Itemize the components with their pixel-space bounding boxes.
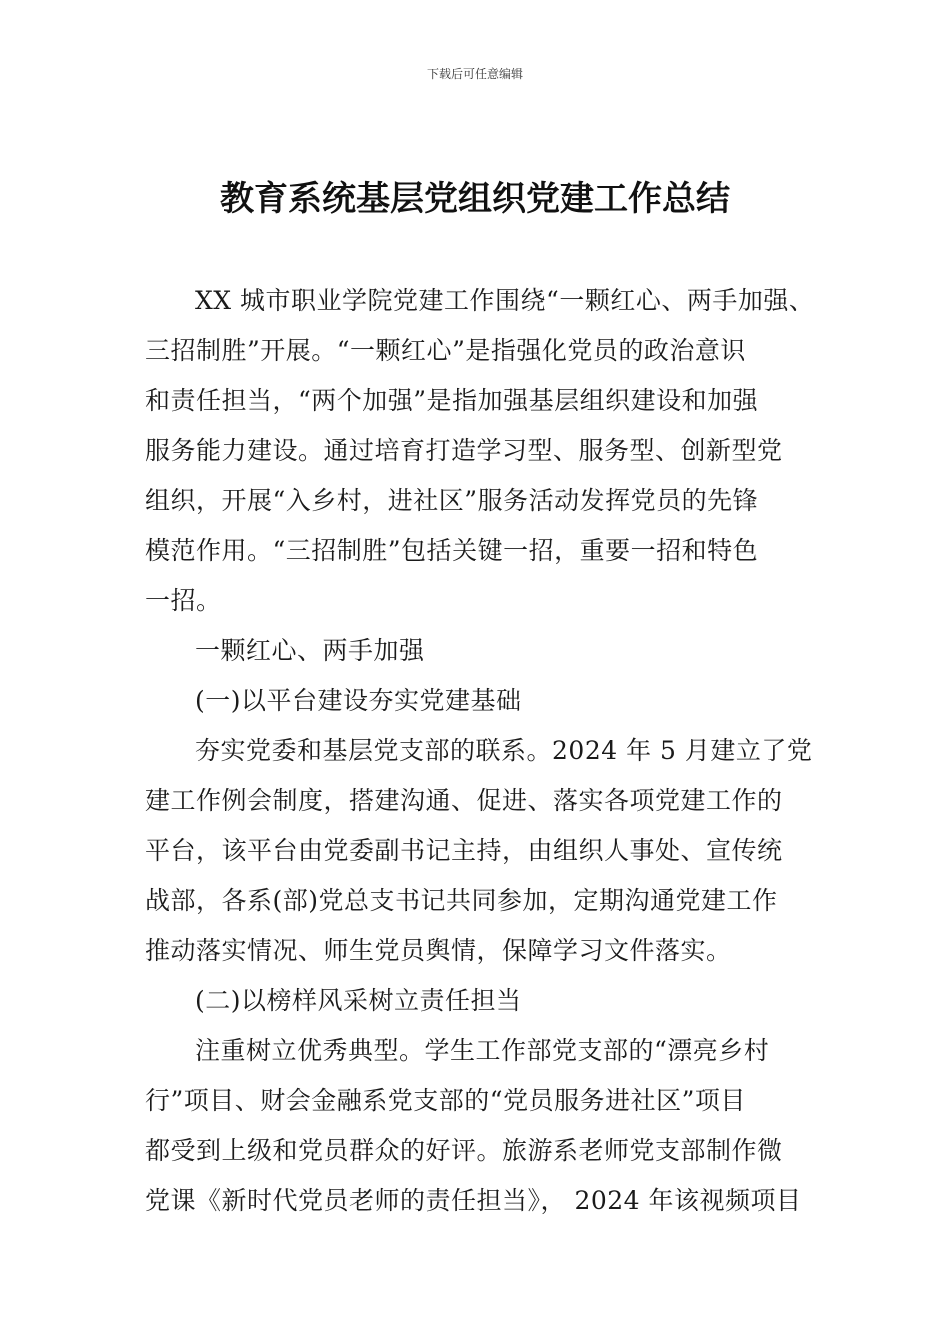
body-text-line: 和责任担当，“两个加强”是指加强基层组织建设和加强 (145, 386, 759, 415)
body-text-line: 行”项目、财会金融系党支部的“党员服务进社区”项目 (145, 1086, 746, 1115)
body-text-line: 夯实党委和基层党支部的联系。2024 年 5 月建立了党 (195, 736, 813, 765)
body-text-line: 战部，各系(部)党总支书记共同参加，定期沟通党建工作 (145, 886, 778, 915)
body-text-line: 建工作例会制度，搭建沟通、促进、落实各项党建工作的 (145, 786, 783, 815)
document-body (145, 276, 835, 1226)
body-text-line: 服务能力建设。通过培育打造学习型、服务型、创新型党 (145, 436, 783, 465)
body-text-line: (一)以平台建设夯实党建基础 (195, 686, 522, 715)
body-text-line: 一颗红心、两手加强 (195, 636, 425, 665)
body-text-line: 平台，该平台由党委副书记主持，由组织人事处、宣传统 (145, 836, 783, 865)
page-header-note: 下载后可任意编辑 (426, 67, 523, 81)
body-text-line: 一招。 (145, 586, 222, 615)
body-text-line: (二)以榜样风采树立责任担当 (195, 986, 522, 1015)
body-text-line: XX 城市职业学院党建工作围绕“一颗红心、两手加强、 (195, 286, 815, 315)
body-text-line: 党课《新时代党员老师的责任担当》， 2024 年该视频项目 (145, 1186, 802, 1215)
body-text-line: 模范作用。“三招制胜”包括关键一招，重要一招和特色 (145, 536, 759, 565)
body-text-line: 推动落实情况、师生党员舆情，保障学习文件落实。 (145, 936, 732, 965)
body-text-line: 组织，开展“入乡村，进社区”服务活动发挥党员的先锋 (145, 486, 759, 515)
document-title: 教育系统基层党组织党建工作总结 (220, 179, 730, 219)
body-text-line: 注重树立优秀典型。学生工作部党支部的“漂亮乡村 (195, 1036, 770, 1065)
body-text-line: 三招制胜”开展。“一颗红心”是指强化党员的政治意识 (145, 336, 746, 365)
body-text-line: 都受到上级和党员群众的好评。旅游系老师党支部制作微 (145, 1136, 783, 1165)
